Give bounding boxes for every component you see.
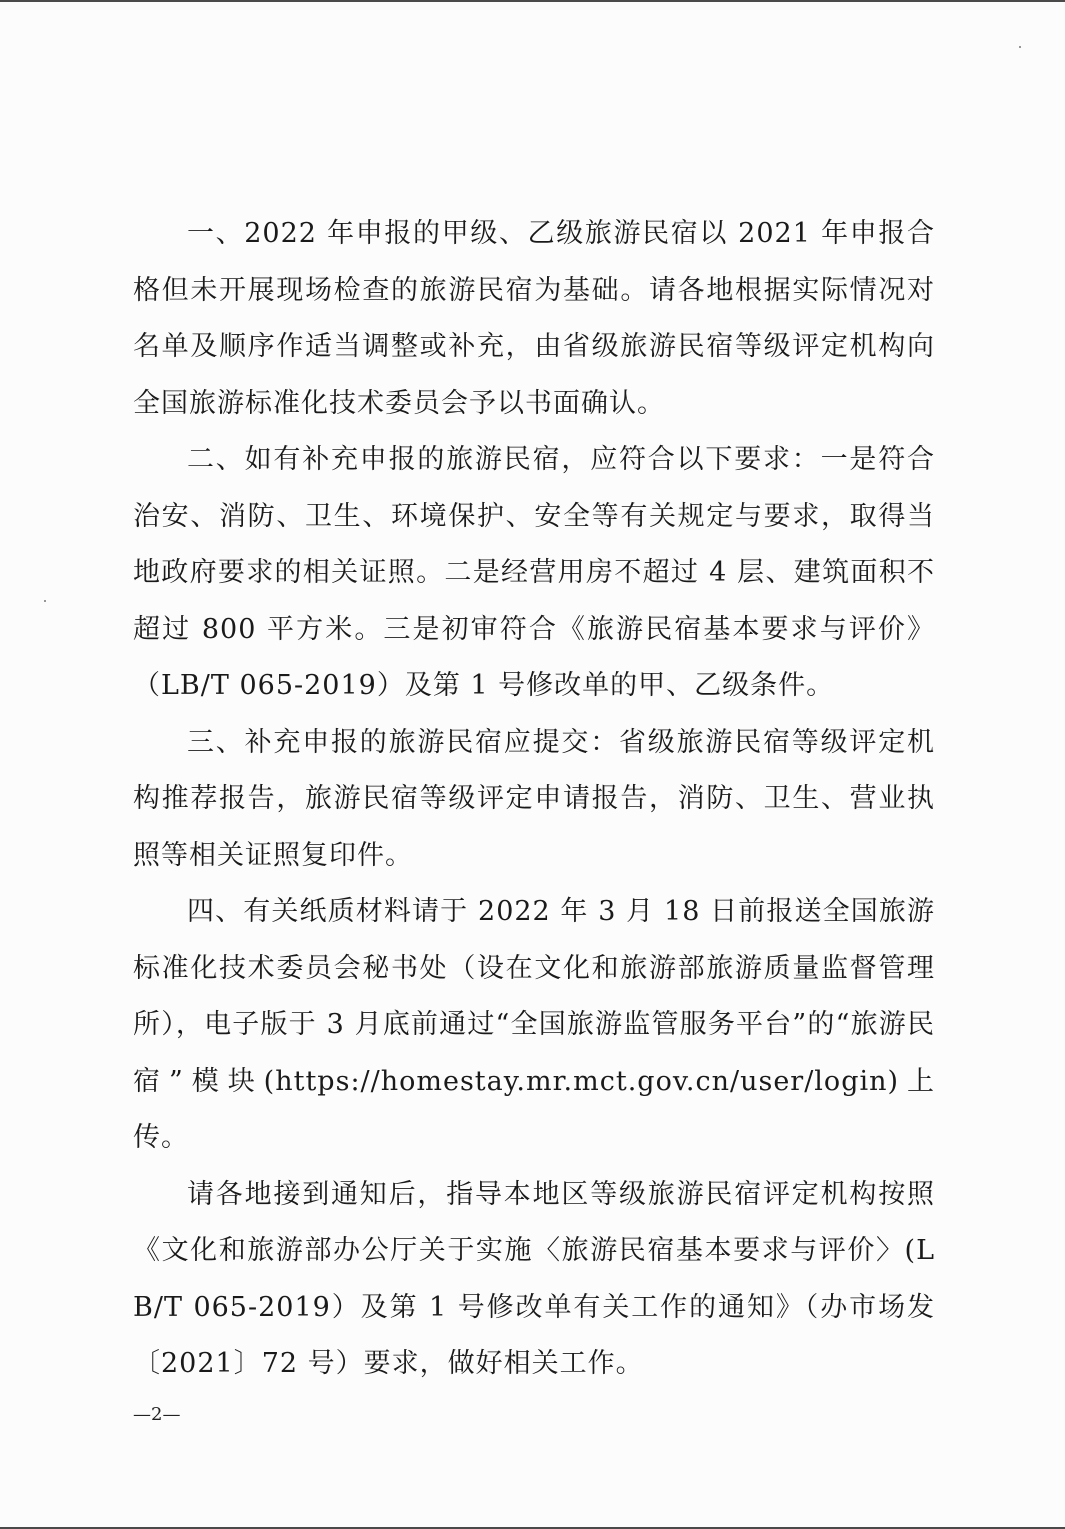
paragraph-4: 四、有关纸质材料请于 2022 年 3 月 18 日前报送全国旅游标准化技术委员会秘书处（设在文化和旅游部旅游质量监督管理所），电子版于 3 月底前通过“全国旅游监管服务平台”的“旅游民宿”模块(https://homestay.mr.mct.gov.cn/user/login)上传。	[133, 896, 935, 1153]
page-number: —2—	[133, 1404, 181, 1425]
scan-speck	[44, 600, 46, 602]
paragraph-2: 二、如有补充申报的旅游民宿，应符合以下要求：一是符合治安、消防、卫生、环境保护、安全等有关规定与要求，取得当地政府要求的相关证照。二是经营用房不超过 4 层、建筑面积不超过 800 平方米。三是初审符合《旅游民宿基本要求与评价》（LB/T 065-2019）及第 1 号修改单的甲、乙级条件。	[133, 444, 935, 701]
paragraph-5: 请各地接到通知后，指导本地区等级旅游民宿评定机构按照《文化和旅游部办公厅关于实施〈旅游民宿基本要求与评价〉(LB/T 065-2019）及第 1 号修改单有关工作的通知》（办市场发〔2021〕72 号）要求，做好相关工作。	[133, 1178, 935, 1379]
paragraph-3: 三、补充申报的旅游民宿应提交：省级旅游民宿等级评定机构推荐报告，旅游民宿等级评定申请报告，消防、卫生、营业执照等相关证照复印件。	[133, 726, 935, 871]
paragraph-1: 一、2022 年申报的甲级、乙级旅游民宿以 2021 年申报合格但未开展现场检查的旅游民宿为基础。请各地根据实际情况对名单及顺序作适当调整或补充，由省级旅游民宿等级评定机构向全国旅游标准化技术委员会予以书面确认。	[133, 218, 935, 419]
scan-speck	[1019, 46, 1021, 48]
document-body	[133, 206, 935, 1393]
